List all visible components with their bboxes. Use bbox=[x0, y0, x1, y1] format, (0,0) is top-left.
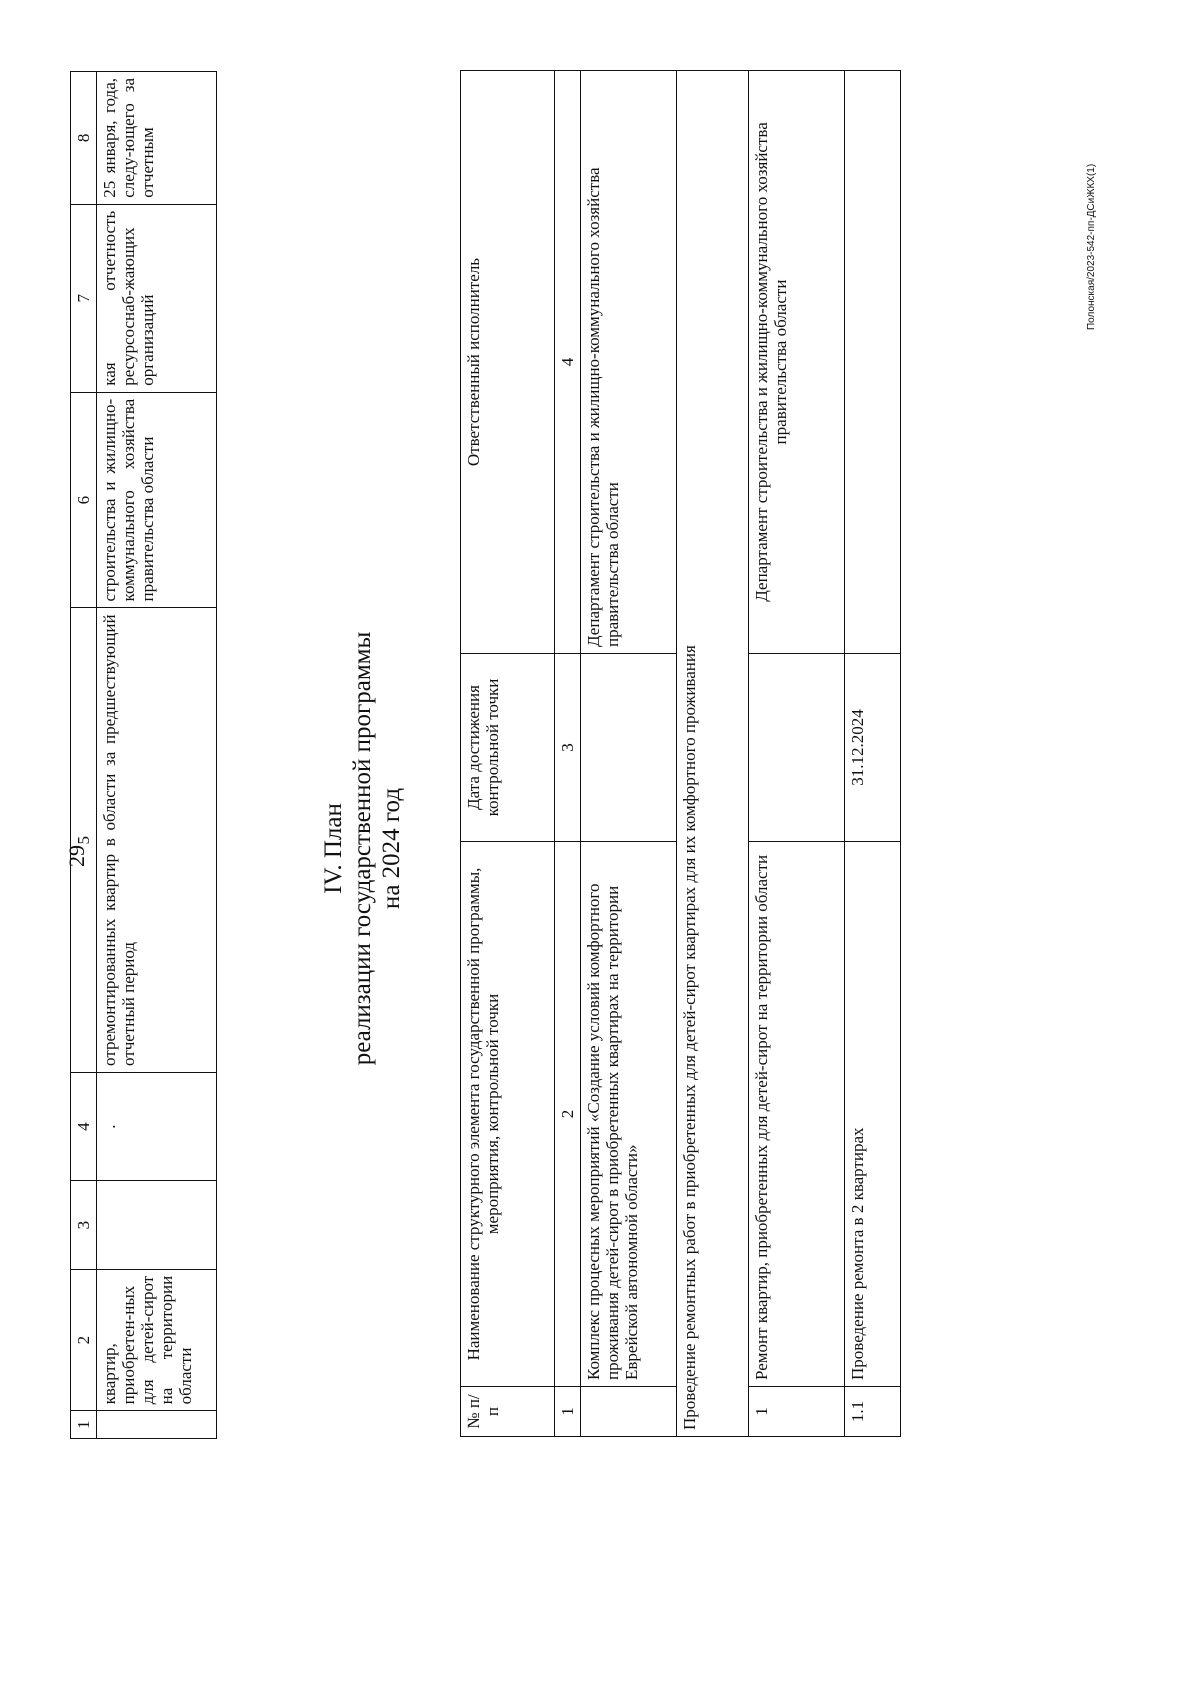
page-number: 29 bbox=[64, 845, 89, 867]
table-cell bbox=[97, 1181, 217, 1269]
table-cell: строительства и жилищно-коммунального хозяйства правительства области bbox=[97, 392, 217, 608]
header-name: Наименование структурного элемента государственной программы, мероприятия, контрольной точки bbox=[461, 842, 555, 1387]
plan-subtitle: реализации государственной программы bbox=[349, 631, 376, 1066]
table-cell bbox=[845, 71, 901, 654]
column-number: 8 bbox=[71, 72, 97, 205]
header-number: № п/п bbox=[461, 1387, 555, 1437]
table-cell bbox=[97, 1411, 217, 1439]
section-title: IV. План bbox=[320, 803, 347, 894]
column-number: 1 bbox=[71, 1411, 97, 1439]
table-cell-span: Проведение ремонтных работ в приобретенных для детей-сирот квартирах для их комфортного проживания bbox=[677, 71, 749, 1437]
table-cell bbox=[581, 654, 677, 842]
column-number: 5 bbox=[71, 608, 97, 1073]
column-number: 2 bbox=[555, 842, 581, 1387]
table-cell: 1.1 bbox=[845, 1387, 901, 1437]
table-cell: 1 bbox=[749, 1387, 845, 1437]
table-cell: Комплекс процесных мероприятий «Создание условий комфортного проживания детей-сирот в приобретенных квартирах на территории Еврейской автономной области» bbox=[581, 842, 677, 1387]
table-cell: Департамент строительства и жилищно-коммунального хозяйства правительства области bbox=[749, 71, 845, 654]
table-row bbox=[581, 71, 677, 1437]
header-responsible: Ответственный исполнитель bbox=[461, 71, 555, 654]
column-number-row bbox=[555, 71, 581, 1437]
plan-year: на 2024 год bbox=[378, 787, 405, 910]
table-cell: квартир, приобретен-ных для детей-сирот на территории области bbox=[97, 1269, 217, 1411]
table-cell: Проведение ремонта в 2 квартирах bbox=[845, 842, 901, 1387]
column-number: 4 bbox=[71, 1072, 97, 1180]
table-row bbox=[749, 71, 845, 1437]
table-cell: Департамент строительства и жилищно-коммунального хозяйства правительства области bbox=[581, 71, 677, 654]
table-row bbox=[97, 72, 217, 1439]
plan-table bbox=[460, 70, 901, 1437]
column-number: 3 bbox=[71, 1181, 97, 1269]
table-cell: . bbox=[97, 1072, 217, 1180]
column-number: 2 bbox=[71, 1269, 97, 1411]
column-number: 3 bbox=[555, 654, 581, 842]
table-cell: 25 января, года, следу-ющего за отчетным bbox=[97, 72, 217, 205]
table-header-row bbox=[71, 72, 97, 1439]
header-date: Дата достижения контрольной точки bbox=[461, 654, 555, 842]
table-cell bbox=[581, 1387, 677, 1437]
table-row bbox=[677, 71, 749, 1437]
continued-table bbox=[70, 71, 217, 1439]
table-cell bbox=[749, 654, 845, 842]
table-cell: Ремонт квартир, приобретенных для детей-сирот на территории области bbox=[749, 842, 845, 1387]
table-cell: 31.12.2024 bbox=[845, 654, 901, 842]
column-number: 7 bbox=[71, 204, 97, 392]
column-number: 1 bbox=[555, 1387, 581, 1437]
table-cell: отремонтированных квартир в области за предшествующий отчетный период bbox=[97, 608, 217, 1073]
column-number: 6 bbox=[71, 392, 97, 608]
table-row bbox=[845, 71, 901, 1437]
table-cell: кая отчетность ресурсоснаб-жающих организаций bbox=[97, 204, 217, 392]
column-number: 4 bbox=[555, 71, 581, 654]
table-header-row bbox=[461, 71, 555, 1437]
document-id: Полонская/2023-542-пп-ДСиЖКХ(1) bbox=[1086, 163, 1097, 330]
